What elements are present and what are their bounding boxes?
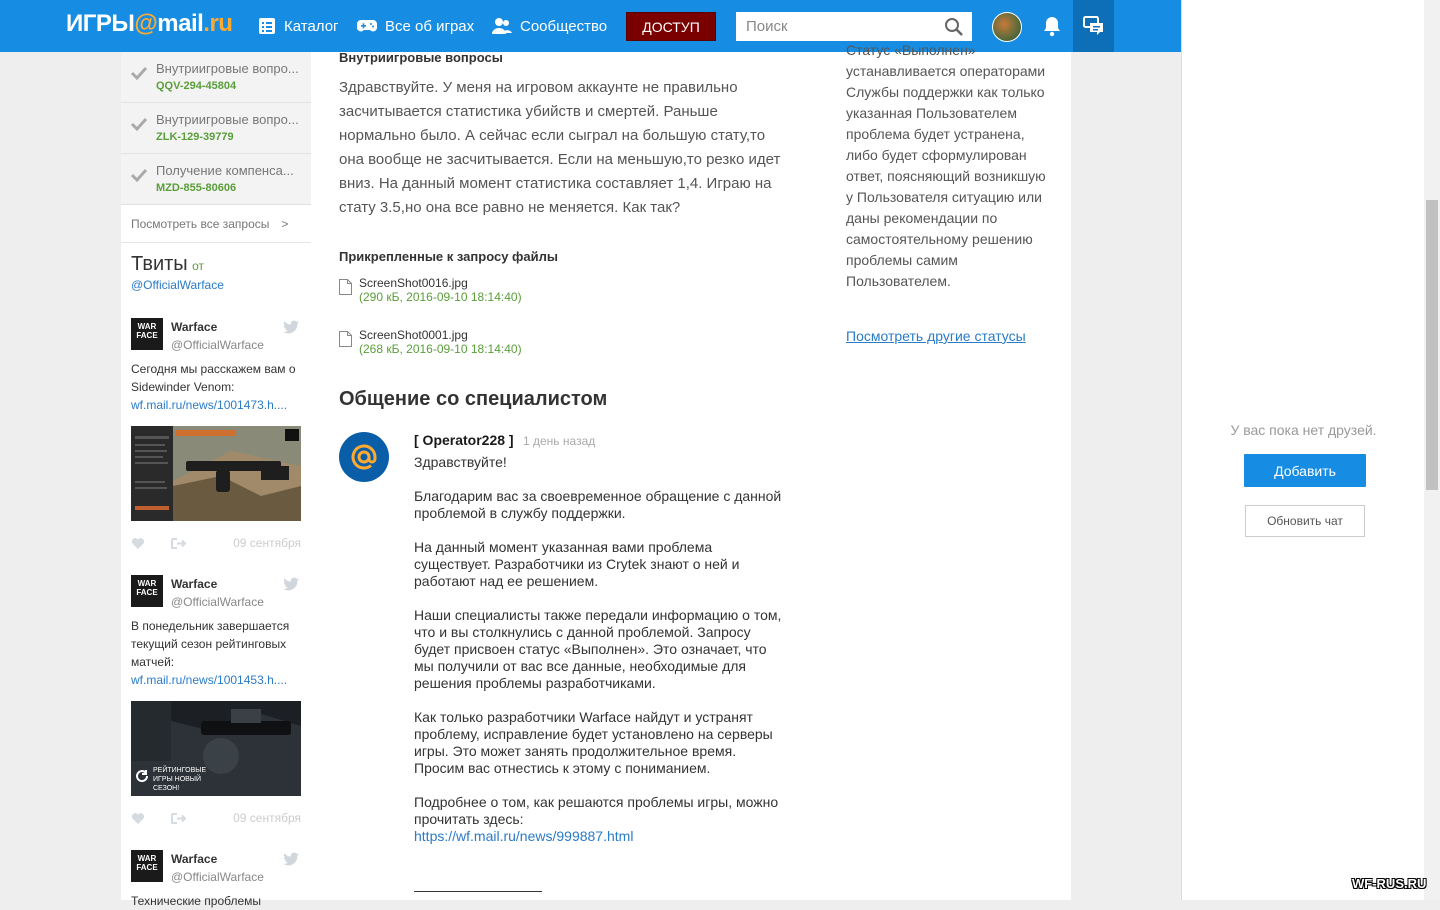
- tweet-image[interactable]: [131, 426, 301, 521]
- catalog-icon: [258, 17, 276, 35]
- tweet-image-caption: РЕЙТИНГОВЫЕ ИГРЫ НОВЫЙ СЕЗОН!: [153, 767, 207, 792]
- request-item[interactable]: [121, 103, 311, 154]
- watermark: WF-RUS.RU: [1352, 876, 1427, 891]
- check-icon: [131, 117, 147, 131]
- refresh-icon: [135, 769, 149, 783]
- twitter-icon: [283, 852, 299, 866]
- tweet: [121, 575, 311, 845]
- file-meta: (290 кБ, 2016-09-10 18:14:40): [359, 290, 522, 304]
- tweet-handle[interactable]: @OfficialWarface: [171, 338, 264, 352]
- see-all-requests-link[interactable]: Посмотреть все запросы >: [121, 205, 311, 243]
- question-body: Здравствуйте. У меня на игровом аккаунте не правильно засчитывается статистика убийств и смертей. Раньше нормально было. А сейчас если сыграл на большую стату,то она вообще не засчитывается. Если на меньшую,то резко идет вниз. На данный момент статистика составляет 1,4. Играю на стату 3.5,но она все равно не меняется. Как так?: [339, 79, 781, 216]
- check-icon: [131, 66, 147, 80]
- tweets-header: Твиты от @OfficialWarface: [121, 243, 311, 292]
- tweets-heading: Твиты: [131, 253, 188, 275]
- heart-icon[interactable]: [131, 537, 145, 550]
- chat-panel: [1181, 0, 1427, 900]
- tweet-text: Технические проблемы: [131, 894, 262, 908]
- request-code: QQV-294-45804: [156, 80, 237, 92]
- tweet-actions: [131, 536, 301, 552]
- question-title: Внутриигровые вопросы: [339, 50, 503, 65]
- file-icon: [339, 279, 352, 295]
- bell-icon[interactable]: [1042, 15, 1062, 37]
- request-title: Получение компенса...: [156, 163, 294, 178]
- access-button[interactable]: ДОСТУП: [626, 12, 716, 41]
- chat-icon: [1083, 16, 1105, 36]
- refresh-chat-button[interactable]: Обновить чат: [1245, 505, 1365, 537]
- nav-all-about-games[interactable]: Все об играх: [357, 0, 474, 52]
- community-icon: [492, 17, 512, 35]
- scrollbar-thumb[interactable]: [1426, 200, 1438, 490]
- file-name[interactable]: ScreenShot0001.jpg: [359, 328, 468, 342]
- signature-divider: [414, 891, 542, 892]
- request-code: ZLK-129-39779: [156, 131, 234, 143]
- file-icon: [339, 331, 352, 347]
- search-input[interactable]: Поиск: [736, 12, 972, 41]
- heart-icon[interactable]: [131, 812, 145, 825]
- chevron-right-icon: >: [281, 216, 289, 231]
- operator-avatar: [339, 432, 389, 482]
- tweet-text: Сегодня мы расскажем вам о Sidewinder Venom: wf.mail.ru/news/1001473.h....: [131, 362, 296, 412]
- tweet-author[interactable]: Warface: [171, 320, 218, 334]
- request-title: Внутриигровые вопро...: [156, 112, 299, 127]
- tweet-author[interactable]: Warface: [171, 852, 218, 866]
- tweet-link[interactable]: wf.mail.ru/news/1001453.h....: [131, 673, 288, 687]
- twitter-icon: [283, 320, 299, 334]
- tweet-date[interactable]: 09 сентября: [233, 536, 301, 550]
- tweet-actions: [131, 811, 301, 827]
- news-link[interactable]: https://wf.mail.ru/news/999887.html: [414, 828, 634, 844]
- search-icon[interactable]: [944, 17, 964, 37]
- tweet: [121, 318, 311, 568]
- chat-tab[interactable]: [1073, 0, 1114, 52]
- tweet-handle[interactable]: @OfficialWarface: [171, 870, 264, 884]
- at-sign-icon: [350, 443, 378, 471]
- file-meta: (268 кБ, 2016-09-10 18:14:40): [359, 342, 522, 356]
- share-icon[interactable]: [171, 537, 187, 550]
- request-title: Внутриигровые вопро...: [156, 61, 299, 76]
- nav-community[interactable]: Сообщество: [492, 0, 607, 52]
- file-name[interactable]: ScreenShot0016.jpg: [359, 276, 468, 290]
- no-friends-text: У вас пока нет друзей.: [1230, 422, 1377, 438]
- warface-avatar[interactable]: WAR FACE: [131, 575, 163, 607]
- tweet-handle[interactable]: @OfficialWarface: [171, 595, 264, 609]
- request-item[interactable]: [121, 154, 311, 205]
- twitter-icon: [283, 577, 299, 591]
- add-friend-button[interactable]: Добавить: [1244, 454, 1366, 487]
- check-icon: [131, 168, 147, 182]
- operator-message: Здравствуйте! Благодарим вас за своевременное обращение с данной проблемой в службу поддержки. На данный момент указанная вами проблема существует. Разработчики из Crytek знают о ней и работают над ее решением. Наши специалисты также передали информацию о том, что и вы столкнулись с данной проблемой. Запросу будет присвоен статус «Выполнен». Это означает, что мы получили от вас все данные, необходимые для решения проблемы разработчиками. Как только разработчики Warface найдут и устранят проблему, исправление будет установлено на серверы игры. Это может занять продолжительное время. Просим вас отнестись к этому с пониманием. Подробнее о том, как решаются проблемы игры, можно прочитать здесь: https://wf.mail.ru/news/999887.html: [414, 454, 782, 844]
- message-time: 1 день назад: [523, 434, 596, 448]
- warface-avatar[interactable]: WAR FACE: [131, 318, 163, 350]
- nav-catalog[interactable]: Каталог: [258, 0, 339, 52]
- share-icon[interactable]: [171, 812, 187, 825]
- tweets-account-link[interactable]: @OfficialWarface: [131, 278, 224, 292]
- other-statuses-link[interactable]: Посмотреть другие статусы: [846, 328, 1026, 344]
- user-avatar[interactable]: [992, 12, 1022, 42]
- site-logo[interactable]: ИГРЫ@mail.ru: [66, 10, 233, 37]
- tweet: [121, 850, 311, 910]
- operator-name[interactable]: [ Operator228 ]: [414, 432, 514, 448]
- tweet-link[interactable]: wf.mail.ru/news/1001473.h....: [131, 398, 288, 412]
- attached-files-heading: Прикрепленные к запросу файлы: [339, 249, 559, 264]
- request-item[interactable]: [121, 52, 311, 103]
- gamepad-icon: [357, 17, 377, 35]
- status-description: Статус «Выполнен» устанавливается операторами Службы поддержки как только указанная Пользователем проблема будет устранена, либо будет сформулирован ответ, поясняющий возникшую у Пользователя ситуацию или даны рекомендации по самостоятельному решению проблемы самим Пользователем.: [846, 42, 1046, 289]
- warface-avatar[interactable]: WAR FACE: [131, 850, 163, 882]
- request-code: MZD-855-80606: [156, 182, 237, 194]
- left-sidebar: [121, 52, 311, 908]
- tweet-author[interactable]: Warface: [171, 577, 218, 591]
- tweet-text: В понедельник завершается текущий сезон рейтинговых матчей: wf.mail.ru/news/1001453.h....: [131, 619, 290, 687]
- communication-heading: Общение со специалистом: [339, 388, 608, 410]
- tweet-date[interactable]: 09 сентября: [233, 811, 301, 825]
